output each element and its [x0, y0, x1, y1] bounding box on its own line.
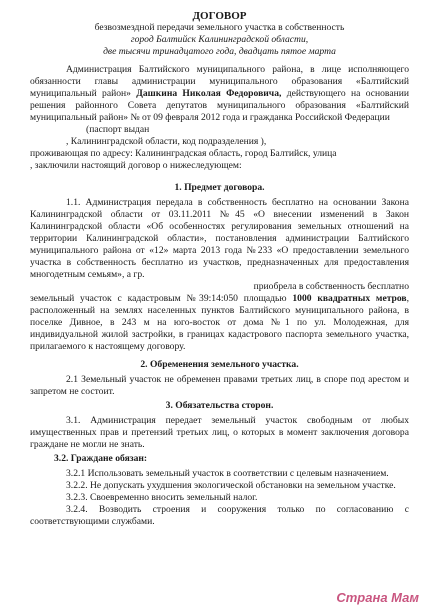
doc-date: две тысячи тринадцатого года, двадцать пятое марта: [103, 46, 336, 57]
address-line: проживающая по адресу: Калининградская область, город Балтийск, улица: [30, 148, 337, 159]
conclude-line: , заключили настоящий договор о нижеследующем:: [30, 160, 242, 171]
intro-paragraph: [30, 64, 409, 124]
region-line: , Калининградской области, код подразделения ),: [66, 136, 267, 147]
parcel-location: , расположенный на землях населенных пунктов Балтийского муниципального района, в поселке Дивное, в 243 м на юго-восток от дома №1 по ул. Молодежная, для индивидуальной жилой застройки, в границах кадастрового паспорта земельного участка, прилагаемого к настоящему договору.: [30, 293, 410, 352]
clause-3-2-2: 3.2.2. Не допускать ухудшения экологической обстановки на земельном участке.: [66, 480, 396, 491]
clause-1-1: [30, 197, 409, 281]
site-watermark: Страна Мам: [336, 590, 419, 605]
doc-subtitle: безвозмездной передачи земельного участка в собственность: [94, 22, 345, 33]
clause-1-1-text: 1.1. Администрация передала в собственность бесплатно на основании Закона Калининградской области от 03.11.2011 №45 «О внесении изменений в Закон Калининградской области «Об особенностях регулирования земельных отношений на территории Калининградской области», постановления администрации Балтийского муниципального района от «12» марта 2013 года №233 «О предоставлении земельного участка в собственность бесплатно из участков, предназначенных для предоставления многодетным семьям», а гр.: [30, 197, 409, 280]
clause-3-2-3: 3.2.3. Своевременно вносить земельный налог.: [66, 492, 258, 503]
clause-1-1-parcel: [30, 293, 409, 353]
clause-2-1: 2.1 Земельный участок не обременен правами третьих лиц, в споре под арестом и запретом не состоит.: [30, 374, 409, 397]
passport-line: (паспорт выдан: [86, 124, 150, 135]
doc-city: город Балтийск Калининградской области,: [130, 34, 309, 45]
section-1-heading: 1. Предмет договора.: [174, 182, 265, 193]
clause-3-2-1: 3.2.1 Использовать земельный участок в соответствии с целевым назначением.: [66, 468, 389, 479]
parcel-area: 1000 квадратных метров: [292, 293, 407, 304]
section-2-heading: 2. Обременения земельного участка.: [140, 359, 299, 370]
section-3-heading: 3. Обязательства сторон.: [165, 400, 274, 411]
clause-3-1: 3.1. Администрация передает земельный участок свободным от любых имущественных прав и претензий третьих лиц, о которых в момент заключения договора граждане не могли не знать.: [30, 415, 409, 450]
intro-name: Дашкина Николая Федоровича,: [136, 88, 282, 99]
clause-1-1-acquired: приобрела в собственность бесплатно: [253, 281, 409, 292]
parcel-text: земельный участок с кадастровым №39:14:050 площадью: [30, 293, 287, 304]
section-3-2-heading: 3.2. Граждане обязан:: [54, 453, 148, 464]
clause-3-2-4: 3.2.4. Возводить строения и сооружения только по согласованию с соответствующими службами.: [30, 504, 409, 527]
doc-title: ДОГОВОР: [192, 10, 247, 22]
intro-text-1: Администрация Балтийского муниципального района, в лице исполняющего обязанности главы администрации муниципального образования «Балтийский муниципальный район»: [30, 64, 409, 99]
intro-text-2: действующего на основании решения районного Совета депутатов муниципального образования «Балтийский муниципальный район» № от 09 февраля 2012 года и гражданка Российской Федерации: [30, 88, 409, 123]
